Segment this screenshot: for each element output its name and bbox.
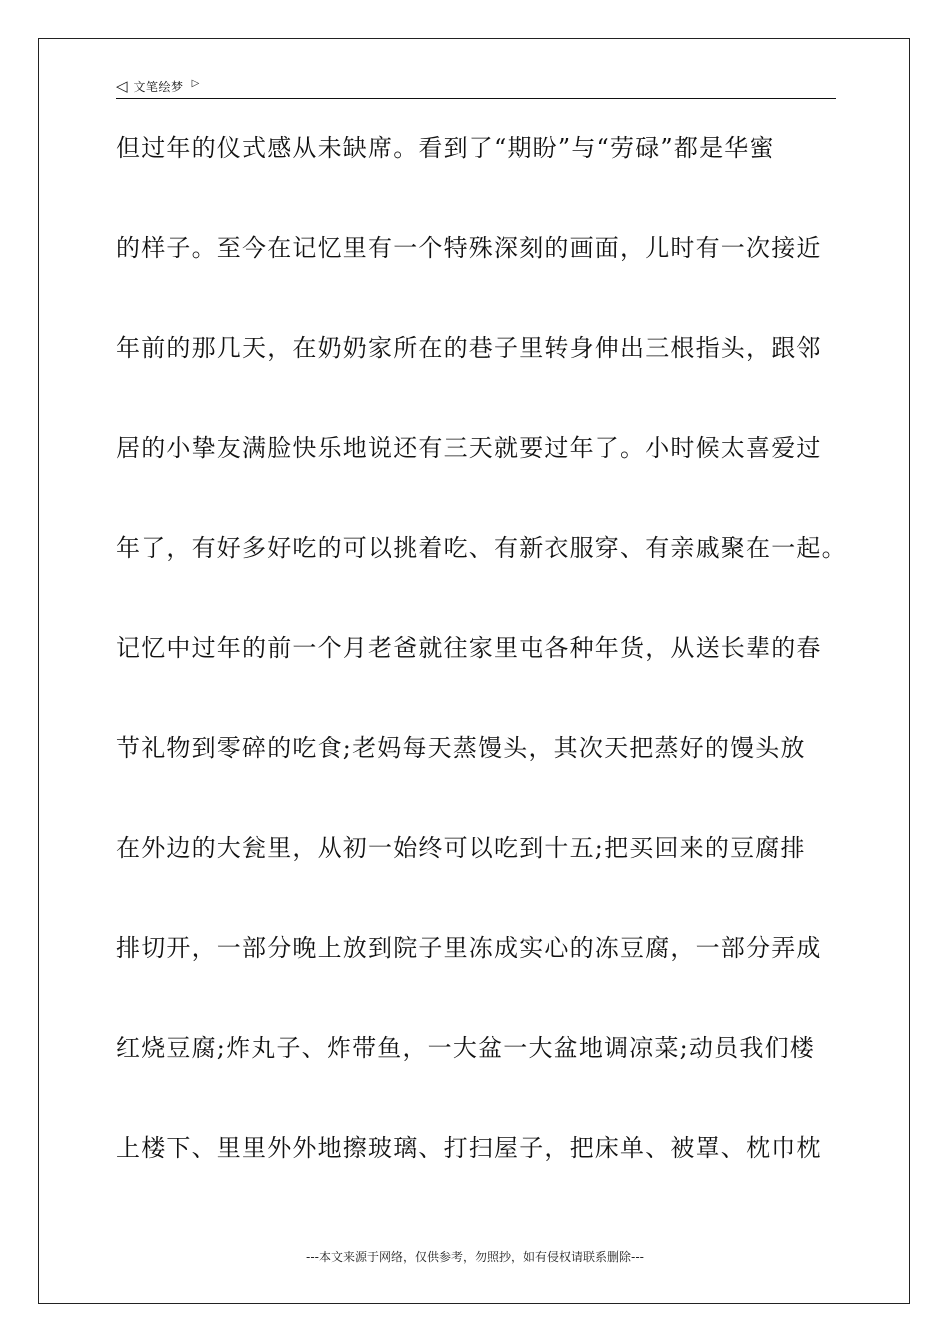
text-line: 排切开，一部分晚上放到院子里冻成实心的冻豆腐，一部分弄成	[116, 934, 822, 962]
page-header	[116, 74, 836, 99]
triangle-left-icon: ◁	[116, 76, 128, 95]
text-line: 年了，有好多好吃的可以挑着吃、有新衣服穿、有亲戚聚在一起。	[116, 534, 847, 562]
footer-notice: ---本文来源于网络，仅供参考，勿照抄，如有侵权请联系删除---	[306, 1250, 644, 1264]
text-line: 的样子。至今在记忆里有一个特殊深刻的画面，儿时有一次接近	[116, 234, 822, 262]
text-line: 红烧豆腐;炸丸子、炸带鱼，一大盆一大盆地调凉菜;动员我们楼	[116, 1034, 815, 1062]
text-line: 但过年的仪式感从未缺席。看到了“期盼”与“劳碌”都是华蜜	[116, 134, 775, 162]
text-line: 居的小挚友满脸快乐地说还有三天就要过年了。小时候太喜爱过	[116, 434, 822, 462]
text-line: 节礼物到零碎的吃食;老妈每天蒸馒头，其次天把蒸好的馒头放	[116, 734, 806, 762]
text-line: 在外边的大瓮里，从初一始终可以吃到十五;把买回来的豆腐排	[116, 834, 806, 862]
body-text	[116, 128, 856, 1228]
text-line: 记忆中过年的前一个月老爸就往家里屯各种年货，从送长辈的春	[116, 634, 822, 662]
triangle-right-icon: ▷	[191, 77, 200, 89]
header-title: 文笔绘梦	[133, 79, 184, 94]
text-line: 上楼下、里里外外地擦玻璃、打扫屋子，把床单、被罩、枕巾枕	[116, 1134, 822, 1162]
text-line: 年前的那几天，在奶奶家所在的巷子里转身伸出三根指头，跟邻	[116, 334, 822, 362]
